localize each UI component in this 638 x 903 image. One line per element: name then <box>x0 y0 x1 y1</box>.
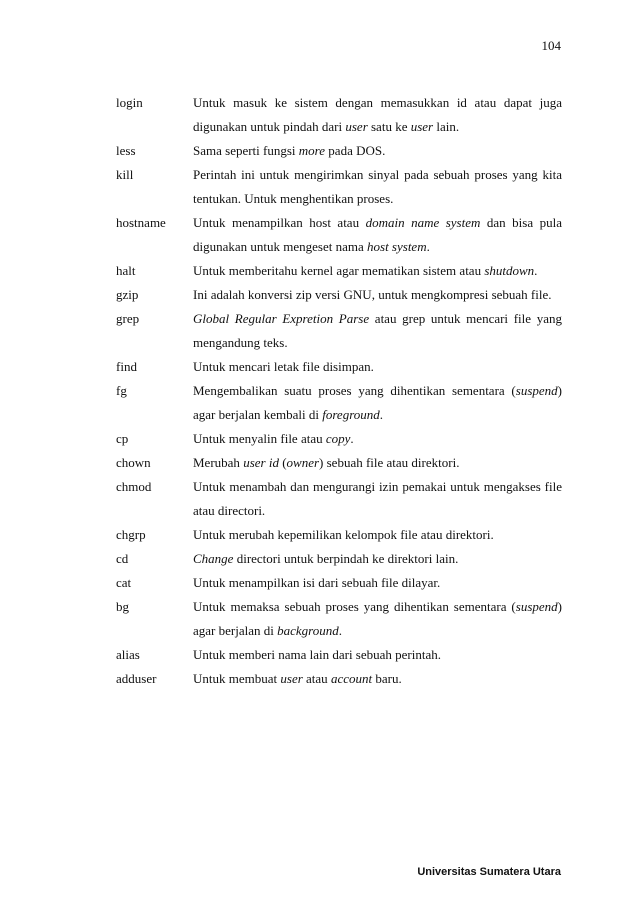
text-segment: Untuk mencari letak file disimpan. <box>193 359 374 374</box>
description-line <box>193 379 562 403</box>
command-description <box>193 595 562 643</box>
description-line <box>193 427 562 451</box>
command-row <box>116 547 562 571</box>
command-row <box>116 427 562 451</box>
command-term: login <box>116 95 143 110</box>
footer-institution: Universitas Sumatera Utara <box>417 866 561 878</box>
command-description <box>193 475 562 523</box>
description-line <box>193 523 562 547</box>
italic-term: user <box>345 119 368 134</box>
description-line <box>193 643 562 667</box>
description-line <box>193 355 562 379</box>
command-description <box>193 667 562 691</box>
text-segment: Untuk menampilkan host atau <box>193 215 366 230</box>
text-segment: Merubah <box>193 455 244 470</box>
command-term: adduser <box>116 671 157 686</box>
italic-term: copy <box>325 431 351 446</box>
text-segment: agar berjalan di <box>193 623 278 638</box>
command-term: cd <box>116 551 129 566</box>
command-description <box>193 379 562 427</box>
text-segment: Untuk menyalin file atau <box>193 431 326 446</box>
command-row <box>116 451 562 475</box>
command-term: chgrp <box>116 527 146 542</box>
description-line <box>193 307 562 331</box>
italic-term: foreground <box>322 407 380 422</box>
text-segment: . <box>426 239 430 254</box>
command-row <box>116 355 562 379</box>
command-term: cat <box>116 575 132 590</box>
description-line <box>193 547 562 571</box>
description-line <box>193 403 562 427</box>
command-row <box>116 283 562 307</box>
description-line <box>193 235 562 259</box>
text-segment: agar berjalan kembali di <box>193 407 323 422</box>
command-description <box>193 259 562 283</box>
command-row <box>116 307 562 355</box>
command-row <box>116 379 562 427</box>
description-line <box>193 451 562 475</box>
command-term: fg <box>116 383 127 398</box>
command-term: cp <box>116 431 129 446</box>
command-term: bg <box>116 599 129 614</box>
text-segment: digunakan untuk pindah dari <box>193 119 346 134</box>
command-description <box>193 283 562 307</box>
command-description <box>193 91 562 139</box>
text-segment: Mengembalikan suatu proses yang dihentikan sementara ( <box>193 383 516 398</box>
text-segment: pada DOS. <box>325 143 386 158</box>
italic-term: account <box>330 671 373 686</box>
command-description <box>193 427 562 451</box>
command-row <box>116 259 562 283</box>
description-line <box>193 163 562 187</box>
italic-term: host system <box>367 239 427 254</box>
text-segment: digunakan untuk mengeset nama <box>193 239 368 254</box>
text-segment: Untuk membuat <box>193 671 281 686</box>
text-segment: directori untuk berpindah ke direktori lain. <box>233 551 459 566</box>
description-line <box>193 331 562 355</box>
command-term: chown <box>116 455 151 470</box>
page-number: 104 <box>541 38 561 53</box>
command-row <box>116 475 562 523</box>
command-term: kill <box>116 167 134 182</box>
text-segment: atau <box>302 671 331 686</box>
command-row <box>116 643 562 667</box>
command-description <box>193 547 562 571</box>
text-segment: Sama seperti fungsi <box>193 143 299 158</box>
command-row <box>116 163 562 211</box>
description-line <box>193 475 562 499</box>
command-term: grep <box>116 311 140 326</box>
command-description <box>193 643 562 667</box>
command-term: chmod <box>116 479 152 494</box>
text-segment: Untuk merubah kepemilikan kelompok file atau direktori. <box>193 527 494 542</box>
text-segment: ) <box>557 383 562 398</box>
command-description <box>193 451 562 475</box>
command-row <box>116 139 562 163</box>
description-line <box>193 499 562 523</box>
italic-term: suspend <box>515 383 558 398</box>
italic-term: domain name system <box>365 215 481 230</box>
text-segment: Perintah ini untuk mengirimkan sinyal pada sebuah proses yang kita <box>193 167 562 182</box>
text-segment: . <box>379 407 384 422</box>
command-row <box>116 571 562 595</box>
command-term: find <box>116 359 137 374</box>
text-segment: dan bisa pula <box>480 215 562 230</box>
text-segment: satu ke <box>367 119 411 134</box>
command-term: hostname <box>116 215 166 230</box>
text-segment: . <box>350 431 354 446</box>
text-segment: atau grep untuk mencari file yang <box>369 311 562 326</box>
text-segment: ) sebuah file atau direktori. <box>319 455 460 470</box>
text-segment: . <box>338 623 342 638</box>
command-term: less <box>116 143 136 158</box>
command-description <box>193 307 562 355</box>
italic-term: user id <box>243 455 279 470</box>
command-row <box>116 595 562 643</box>
description-line <box>193 187 562 211</box>
text-segment: baru. <box>372 671 402 686</box>
command-row <box>116 523 562 547</box>
italic-term: Change <box>193 551 234 566</box>
italic-term: user <box>410 119 434 134</box>
command-description <box>193 523 562 547</box>
text-segment: Untuk memberitahu kernel agar mematikan sistem atau <box>193 263 485 278</box>
text-segment: mengandung teks. <box>193 335 288 350</box>
italic-term: suspend <box>515 599 558 614</box>
text-segment: ( <box>278 455 287 470</box>
description-line <box>193 211 562 235</box>
text-segment: tentukan. Untuk menghentikan proses. <box>193 191 394 206</box>
text-segment: Untuk memaksa sebuah proses yang dihentikan sementara ( <box>193 599 516 614</box>
command-description <box>193 355 562 379</box>
command-list <box>116 91 562 691</box>
command-description <box>193 211 562 259</box>
italic-term: more <box>298 143 326 158</box>
description-line <box>193 91 562 115</box>
command-term: gzip <box>116 287 139 302</box>
italic-term: shutdown <box>484 263 535 278</box>
italic-term: user <box>280 671 303 686</box>
command-term: halt <box>116 263 136 278</box>
description-line <box>193 139 562 163</box>
text-segment: lain. <box>433 119 460 134</box>
description-line <box>193 283 562 307</box>
italic-term: owner <box>286 455 320 470</box>
description-line <box>193 115 562 139</box>
command-row <box>116 91 562 139</box>
command-term: alias <box>116 647 140 662</box>
text-segment: . <box>534 263 538 278</box>
text-segment: Untuk menambah dan mengurangi izin pemakai untuk mengakses file <box>193 479 562 494</box>
description-line <box>193 619 562 643</box>
command-description <box>193 571 562 595</box>
description-line <box>193 259 562 283</box>
text-segment: Untuk memberi nama lain dari sebuah perintah. <box>193 647 442 662</box>
command-description <box>193 139 562 163</box>
text-segment: Ini adalah konversi zip versi GNU, untuk mengkompresi sebuah file. <box>193 287 552 302</box>
italic-term: Global Regular Expretion Parse <box>193 311 370 326</box>
command-row <box>116 667 562 691</box>
text-segment: Untuk masuk ke sistem dengan memasukkan id atau dapat juga <box>193 95 562 110</box>
text-segment: ) <box>557 599 562 614</box>
description-line <box>193 595 562 619</box>
description-line <box>193 571 562 595</box>
italic-term: background <box>277 623 339 638</box>
text-segment: atau directori. <box>193 503 266 518</box>
text-segment: Untuk menampilkan isi dari sebuah file dilayar. <box>193 575 441 590</box>
command-row <box>116 211 562 259</box>
command-description <box>193 163 562 211</box>
description-line <box>193 667 562 691</box>
